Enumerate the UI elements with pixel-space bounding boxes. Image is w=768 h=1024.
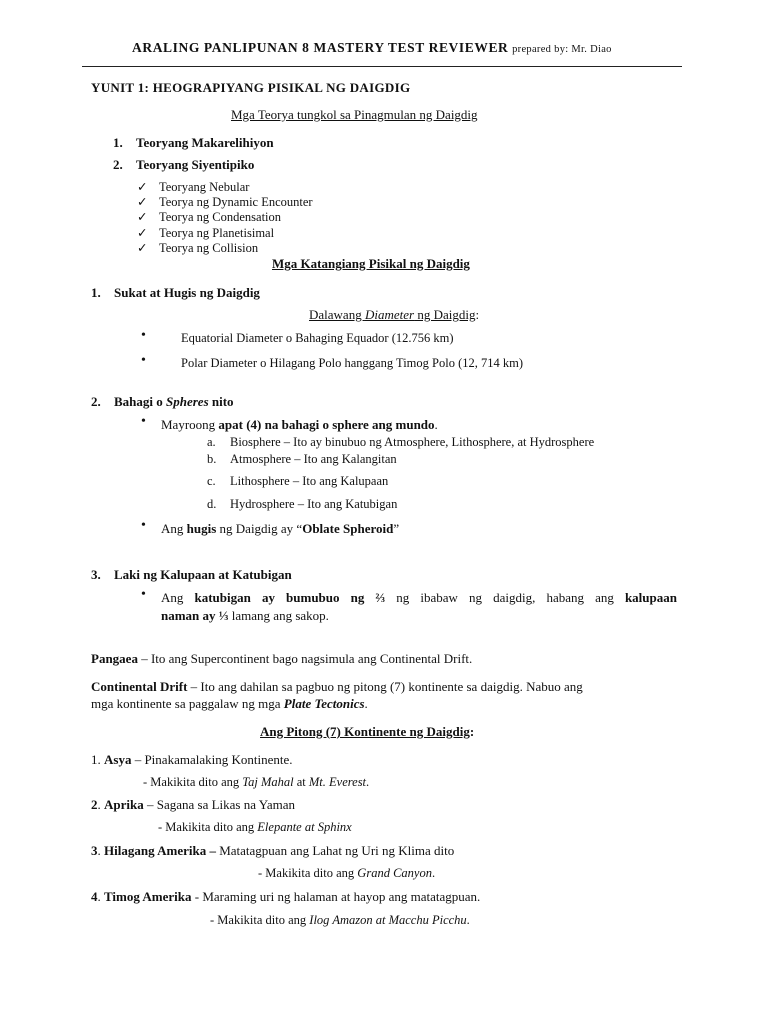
theory-item-number: 2. <box>113 157 123 172</box>
physical-item-label: Sukat at Hugis ng Daigdig <box>114 285 260 300</box>
sphere-item-d: d. Hydrosphere – Ito ang Katubigan <box>207 497 398 511</box>
continental-drift-definition-1: Continental Drift – Ito ang dahilan sa pagbuo ng pitong (7) kontinente sa daigdig. Nabuo ang <box>91 679 583 694</box>
theory-item-label: Teoryang Siyentipiko <box>136 157 255 172</box>
diameter-bullet-2: Polar Diameter o Hilagang Polo hanggang Timog Polo (12, 714 km) <box>181 356 523 370</box>
bullet-icon: • <box>141 328 146 343</box>
list-item: ✓ Teorya ng Condensation <box>137 210 282 225</box>
list-item: ✓ Teorya ng Collision <box>137 240 259 255</box>
pangaea-definition: Pangaea – Ito ang Supercontinent bago nagsimula ang Continental Drift. <box>91 651 473 666</box>
bullet-icon: • <box>141 414 146 429</box>
physical-item-label: Laki ng Kalupaan at Katubigan <box>114 567 292 582</box>
physical-item-2: 2. Bahagi o Spheres nito <box>91 394 234 409</box>
theory-item-number: 1. <box>113 135 123 150</box>
unit-title: YUNIT 1: HEOGRAPIYANG PISIKAL NG DAIGDIG <box>91 80 411 95</box>
header-title: ARALING PANLIPUNAN 8 MASTERY TEST REVIEWER <box>132 40 509 55</box>
section-heading-theories: Mga Teorya tungkol sa Pinagmulan ng Daigdig <box>231 107 478 122</box>
land-water-line-1: Ang katubigan ay bumubuo ng ⅔ ng ibabaw ng daigdig, habang ang kalupaan <box>161 590 677 605</box>
check-icon: ✓ <box>137 210 148 225</box>
theory-item-2 <box>113 157 254 173</box>
continent-item-4: 4. Timog Amerika - Maraming uri ng halaman at hayop ang matatagpuan. <box>91 889 481 904</box>
continent-item-2-detail: - Makikita dito ang Elepante at Sphinx <box>158 820 352 834</box>
document-header <box>132 40 612 56</box>
list-item: ✓ Teorya ng Dynamic Encounter <box>137 195 313 210</box>
continent-item-3: 3. Hilagang Amerika – Matatagpuan ang Lahat ng Uri ng Klima dito <box>91 843 455 858</box>
physical-item-3 <box>91 567 292 583</box>
sphere-item-b: b. Atmosphere – Ito ang Kalangitan <box>207 452 397 466</box>
check-icon: ✓ <box>137 240 148 255</box>
scientific-theory-list <box>137 180 313 256</box>
theory-item-label: Teoryang Makarelihiyon <box>136 135 274 150</box>
sphere-item-c: c. Lithosphere – Ito ang Kalupaan <box>207 474 389 488</box>
bullet-icon: • <box>141 518 146 533</box>
physical-item-1 <box>91 285 260 301</box>
diameter-subheading: Dalawang Diameter ng Daigdig: <box>309 307 480 322</box>
physical-item-number: 1. <box>91 285 101 300</box>
continent-item-1-detail: - Makikita dito ang Taj Mahal at Mt. Everest. <box>143 775 370 789</box>
list-item: ✓ Teorya ng Planetisimal <box>137 225 275 240</box>
diameter-bullet-1: Equatorial Diameter o Bahaging Equador (12.756 km) <box>181 331 454 345</box>
header-prepared-by: prepared by: Mr. Diao <box>512 44 612 55</box>
physical-item-number: 2. <box>91 394 101 409</box>
list-item: ✓ Teoryang Nebular <box>137 180 250 194</box>
theory-item-1 <box>113 135 274 151</box>
check-icon: ✓ <box>137 180 148 194</box>
continent-item-3-detail: - Makikita dito ang Grand Canyon. <box>258 866 436 880</box>
continental-drift-definition-2: mga kontinente sa paggalaw ng mga Plate Tectonics. <box>91 696 368 711</box>
header-rule <box>82 66 682 67</box>
spheres-bullet: Mayroong apat (4) na bahagi o sphere ang mundo. <box>161 417 438 432</box>
physical-item-number: 3. <box>91 567 101 582</box>
check-icon: ✓ <box>137 195 148 210</box>
bullet-icon: • <box>141 587 146 602</box>
continent-item-4-detail: - Makikita dito ang Ilog Amazon at Macchu Picchu. <box>210 913 470 927</box>
check-icon: ✓ <box>137 225 148 240</box>
section-heading-physical: Mga Katangiang Pisikal ng Daigdig <box>272 256 470 271</box>
bullet-icon: • <box>141 353 146 368</box>
continent-item-1: 1. Asya – Pinakamalaking Kontinente. <box>91 752 293 767</box>
continent-item-2: 2. Aprika – Sagana sa Likas na Yaman <box>91 797 296 812</box>
section-heading-continents: Ang Pitong (7) Kontinente ng Daigdig: <box>260 724 475 739</box>
sphere-item-a: a. Biosphere – Ito ay binubuo ng Atmosphere, Lithosphere, at Hydrosphere <box>207 435 595 449</box>
shape-bullet: Ang hugis ng Daigdig ay “Oblate Spheroid” <box>161 521 400 536</box>
land-water-line-2: naman ay ⅓ lamang ang sakop. <box>161 608 329 623</box>
